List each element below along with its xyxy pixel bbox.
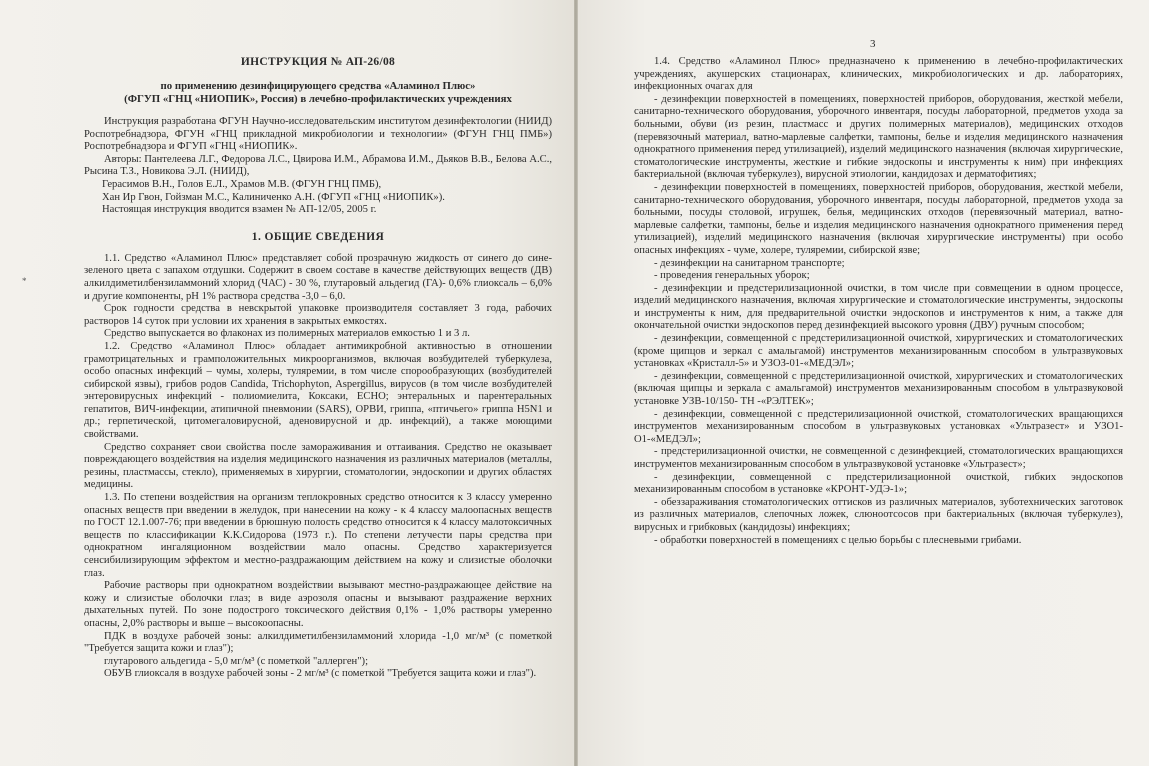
list-item: - дезинфекции на санитарном транспорте; <box>654 257 845 269</box>
subtitle-line-2: (ФГУП «ГНЦ «НИОПИК», Россия) в лечебно-профилактических учреждениях <box>124 93 512 105</box>
list-item: - дезинфекции, совмещенной с предстерилизационной очисткой, хирургических и стоматологических (включая щипцы и зеркала с амальгамой) инструментов механизированным способом в ультразвуковой установке УЗВ-10/150- ТН -«РЭЛТЕК»; <box>634 370 1123 408</box>
paragraph-working-solutions: Рабочие растворы при однократном воздействии вызывают местно-раздражающее действие на кожу и слизистые оболочки глаз; в виде аэрозоля опасны и вызывают раздражение верхних дыхательных путей. По зоне подострого токсического действия 0,1% - 1,0% растворы умеренно опасны, 2,0% растворы и выше – высокоопасны. <box>84 580 552 629</box>
document-title: ИНСТРУКЦИЯ № АП-26/08 <box>240 56 396 68</box>
paragraph-obuv: ОБУВ глиоксаля в воздухе рабочей зоны - 2 мг/м³ (с пометкой "Требуется защита кожи и глаз"). <box>104 668 537 680</box>
list-item: - обеззараживания стоматологических оттисков из различных материалов, зуботехнических заготовок из различных материалов, слепочных ложек, слюноотсосов при бактериальных (включая туберкулез), вирусных и грибковых (кандидозы) инфекциях; <box>634 496 1123 533</box>
subtitle-line-1: по применению дезинфицирующего средства «Аламинол Плюс» <box>160 80 476 92</box>
paragraph-pdk-1: ПДК в воздухе рабочей зоны: алкилдиметилбензиламмоний хлорида -1,0 мг/м³ (с пометкой "Требуется защита кожи и глаз"); <box>84 630 552 655</box>
intro-authors-2: Герасимов В.Н., Голов Е.Л., Храмов М.В. (ФГУН ГНЦ ПМБ), <box>102 178 382 190</box>
list-item: - проведения генеральных уборок; <box>654 270 810 282</box>
list-item: - дезинфекции, совмещенной с предстерилизационной очисткой, стоматологических вращающихся инструментов механизированным способом в ультразвуковых установках «Ультразест» и УЗО1-О1-«МЕДЭЛ»; <box>634 408 1123 445</box>
paragraph-shelf-life: Срок годности средства в невскрытой упаковке производителя составляет 3 года, рабочих растворов 14 суток при условии их хранения в закрытых емкостях. <box>84 303 552 327</box>
list-item: - предстерилизационной очистки, не совмещенной с дезинфекцией, стоматологических вращающихся инструментов механизированным способом в ультразвуковой установке «Ультразест»; <box>634 446 1123 470</box>
section-title: 1. ОБЩИЕ СВЕДЕНИЯ <box>251 230 385 243</box>
paragraph-1-2: 1.2. Средство «Аламинол Плюс» обладает антимикробной активностью в отношении грамотрицательных и грамположительных микроорганизмов, включая возбудителей туберкулеза, особо опасных инфекций – чумы, холеры, туляремии, в том числе спорообразующих (возбудителей сибирской язвы), грибов родов Candida, Trichophyton, Aspergillus, вирусов (в том числе возбудителей энтеровирусных инфекций - полиомиелита, Коксаки, ЕСНО; энтеральных и парентеральных гепатитов, ВИЧ-инфекции, атипичной пневмонии (SARS), ОРВИ, гриппа, «птичьего» гриппа H5N1 и др.; герпетической, цитомегаловирусной, аденовирусной и др. инфекций), а также моющими свойствами. <box>84 340 552 441</box>
intro-authors: Авторы: Пантелеева Л.Г., Федорова Л.С., Цвирова И.М., Абрамова И.М., Дьяков В.В., Белова А.С., Рысина Т.З., Новикова Э.Л. (НИИД), <box>84 153 552 178</box>
paragraph-pdk-2: глутарового альдегида - 5,0 мг/м³ (с пометкой "аллерген"); <box>104 655 369 667</box>
right-page <box>578 0 1149 766</box>
list-item: - дезинфекции, совмещенной с предстерилизационной очисткой, гибких эндоскопов механизированным способом в установке «КРОНТ-УДЭ-1»; <box>634 471 1123 496</box>
intro-developers: Инструкция разработана ФГУН Научно-исследовательским институтом дезинфектологии (НИИД) Роспотребнадзора, ФГУН «ГНЦ прикладной микробиологии и технологии» (ФГУН ГНЦ ПМБ») Роспотребнадзора и ФГУП «ГНЦ «НИОПИК». <box>84 116 552 153</box>
list-item: - обработки поверхностей в помещениях с целью борьбы с плесневыми грибами. <box>654 534 1022 546</box>
paragraph-1-3: 1.3. По степени воздействия на организм теплокровных средство относится к 3 классу умеренно опасных веществ при введении в желудок, при нанесении на кожу - к 4 классу малоопасных веществ по ГОСТ 12.1.007-76; при введении в брюшную полость средство относится к 4 классу малотоксичных веществ по классификации К.К.Сидорова (1973 г.). По степени летучести пары средства при однократном ингаляционном воздействии мало опасны. Средство характеризуется сенсибилизирующим эффектом и местно-раздражающим действием на кожу и слизистые оболочки глаз. <box>84 492 552 579</box>
list-item: - дезинфекции, совмещенной с предстерилизационной очисткой, хирургических и стоматологических (кроме щипцов и зеркал с амальгамой) инструментов механизированным способом в ультразвуковых установках «Кристалл-5» и УЗОЗ-01-«МЕДЭЛ»; <box>634 333 1123 370</box>
page-number: 3 <box>870 38 876 50</box>
paragraph-1-4: 1.4. Средство «Аламинол Плюс» предназначено к применению в лечебно-профилактических учреждениях, акушерских стационарах, клинических, микробиологических и др. лабораториях, инфекционных очагах для <box>634 56 1123 93</box>
intro-replaces: Настоящая инструкция вводится взамен № АП-12/05, 2005 г. <box>102 204 377 216</box>
left-page <box>0 0 574 766</box>
list-item: - дезинфекции и предстерилизационной очистки, в том числе при совмещении в одном процессе, изделий медицинского назначения, включая хирургические и стоматологические инструменты, эндоскопы и инструменты к ним, для предварительной очистки эндоскопов и инструментов к ним, а также для окончательной очистки эндоскопов перед дезинфекцией высокого уровня (ДВУ) ручным способом; <box>634 282 1123 332</box>
paragraph-properties: Средство сохраняет свои свойства после замораживания и оттаивания. Средство не оказывает повреждающего воздействия на изделия медицинского назначения из различных материалов (металлы, резины, пластмассы, стекло), применяемых в хирургии, стоматологии, эндоскопии и других областях медицины. <box>84 441 552 491</box>
list-item: - дезинфекции поверхностей в помещениях, поверхностей приборов, оборудования, жесткой мебели, санитарно-технического оборудования, уборочного инвентаря, посуды лабораторной, предметов ухода за больными, посуды столовой, игрушек, белья, медицинских отходов (перевязочный материал, ватно-марлевые салфетки, тампоны, белье и изделия медицинского назначения однократного применения перед утилизацией), изделий медицинского назначения (включая хирургические инструменты) при особо опасных инфекциях - чуме, холере, туляремии, сибирской язве; <box>634 181 1123 256</box>
list-item: - дезинфекции поверхностей в помещениях, поверхностей приборов, оборудования, жесткой мебели, санитарно-технического оборудования, уборочного инвентаря, посуды лабораторной, предметов ухода за больными, обуви (из резин, пластмасс и других полимерных материалов), медицинских отходов (перевязочный материал, ватно-марлевые салфетки, тампоны, белье и изделия медицинского назначения однократного применения перед утилизацией), изделий медицинского назначения (включая хирургические, стоматологические инструменты, жесткие и гибкие эндоскопы и инструменты к ним) при инфекциях бактериальной (включая туберкулез), вирусной этиологии, кандидозах и дерматофитиях; <box>634 93 1123 181</box>
paragraph-packaging: Средство выпускается во флаконах из полимерных материалов емкостью 1 и 3 л. <box>104 328 470 340</box>
paragraph-1-1: 1.1. Средство «Аламинол Плюс» представляет собой прозрачную жидкость от синего до сине-зеленого цвета с запахом отдушки. Содержит в своем составе в качестве действующих веществ (ДВ) алкилдиметилбензиламмоний хлорид (ЧАС) - 30 %, глутаровый альдегид (ГА)- 0,6% глиоксаль – 6,0% и другие компоненты, рН 1% раствора средства -3,0 – 6,0. <box>84 252 552 302</box>
margin-mark: * <box>22 276 27 286</box>
intro-authors-3: Хан Ир Гвон, Гойзман М.С., Калиниченко А.Н. (ФГУП «ГНЦ «НИОПИК»). <box>102 191 445 203</box>
